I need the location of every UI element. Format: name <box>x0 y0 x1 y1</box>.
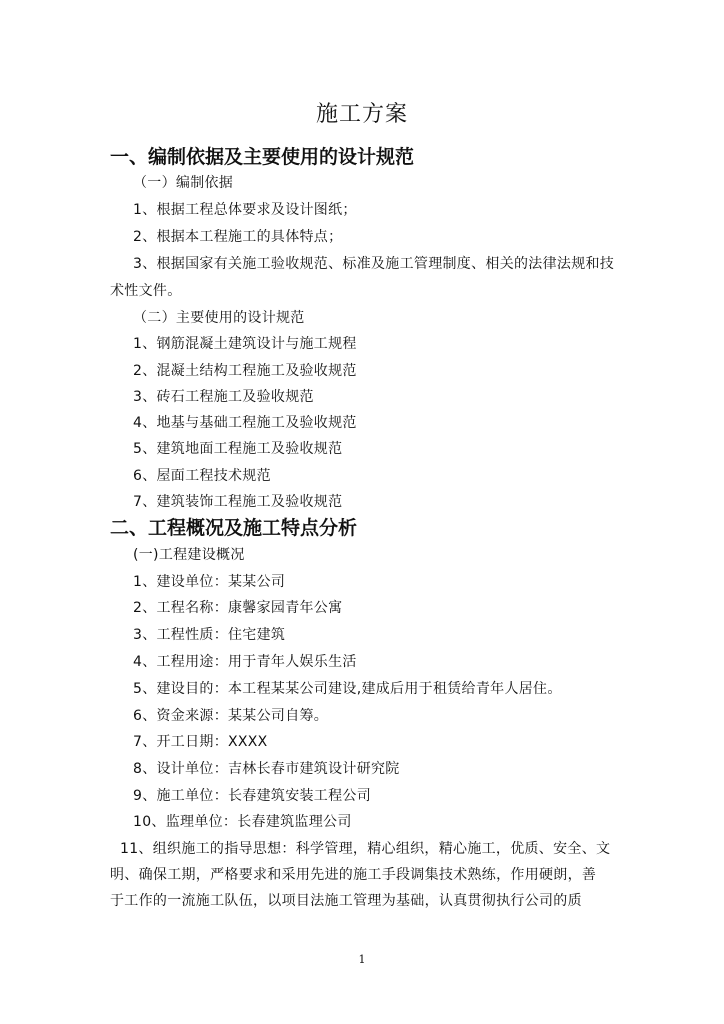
list-item: 8、设计单位：吉林长春市建筑设计研究院 <box>133 761 400 777</box>
list-item: 2、工程名称：康馨家园青年公寓 <box>133 600 343 616</box>
list-item: 2、混凝土结构工程施工及验收规范 <box>133 363 357 379</box>
list-item: 7、开工日期：XXXX <box>133 734 268 750</box>
list-item: 1、建设单位：某某公司 <box>133 574 286 590</box>
list-item: 7、建筑装饰工程施工及验收规范 <box>133 494 343 510</box>
paragraph-line: 11、组织施工的指导思想：科学管理，精心组织，精心施工，优质、安全、文 <box>120 841 611 857</box>
list-item: 6、屋面工程技术规范 <box>133 468 271 484</box>
section-heading-1: 一、编制依据及主要使用的设计规范 <box>110 146 415 168</box>
list-item: 10、监理单位：长春建筑监理公司 <box>133 814 352 830</box>
subsection-heading: （二）主要使用的设计规范 <box>133 310 305 326</box>
list-item: 3、根据国家有关施工验收规范、标准及施工管理制度、相关的法律法规和技 <box>133 256 615 272</box>
list-item: 1、根据工程总体要求及设计图纸； <box>133 202 357 218</box>
page-title: 施工方案 <box>315 102 408 127</box>
list-item: 4、工程用途：用于青年人娱乐生活 <box>133 654 357 670</box>
paragraph-line: 明、确保工期，严格要求和采用先进的施工手段调集技术熟练，作用硬朗，善 <box>110 867 597 883</box>
list-item: 9、施工单位：长春建筑安装工程公司 <box>133 788 372 804</box>
subsection-heading: （一）编制依据 <box>133 175 234 191</box>
subsection-heading: (一)工程建设概况 <box>133 547 245 563</box>
list-item: 5、建设目的：本工程某某公司建设,建成后用于租赁给青年人居住。 <box>133 681 562 697</box>
list-item: 3、工程性质：住宅建筑 <box>133 627 286 643</box>
page-number: 1 <box>358 953 366 966</box>
list-item: 2、根据本工程施工的具体特点； <box>133 229 343 245</box>
list-item: 3、砖石工程施工及验收规范 <box>133 389 314 405</box>
list-item: 1、钢筋混凝土建筑设计与施工规程 <box>133 336 357 352</box>
list-item: 4、地基与基础工程施工及验收规范 <box>133 415 357 431</box>
list-item-continuation: 术性文件。 <box>110 283 182 299</box>
paragraph-line: 于工作的一流施工队伍，以项目法施工管理为基础，认真贯彻执行公司的质 <box>110 893 582 909</box>
list-item: 6、资金来源：某某公司自筹。 <box>133 708 329 724</box>
section-heading-2: 二、工程概况及施工特点分析 <box>110 517 358 539</box>
list-item: 5、建筑地面工程施工及验收规范 <box>133 441 343 457</box>
